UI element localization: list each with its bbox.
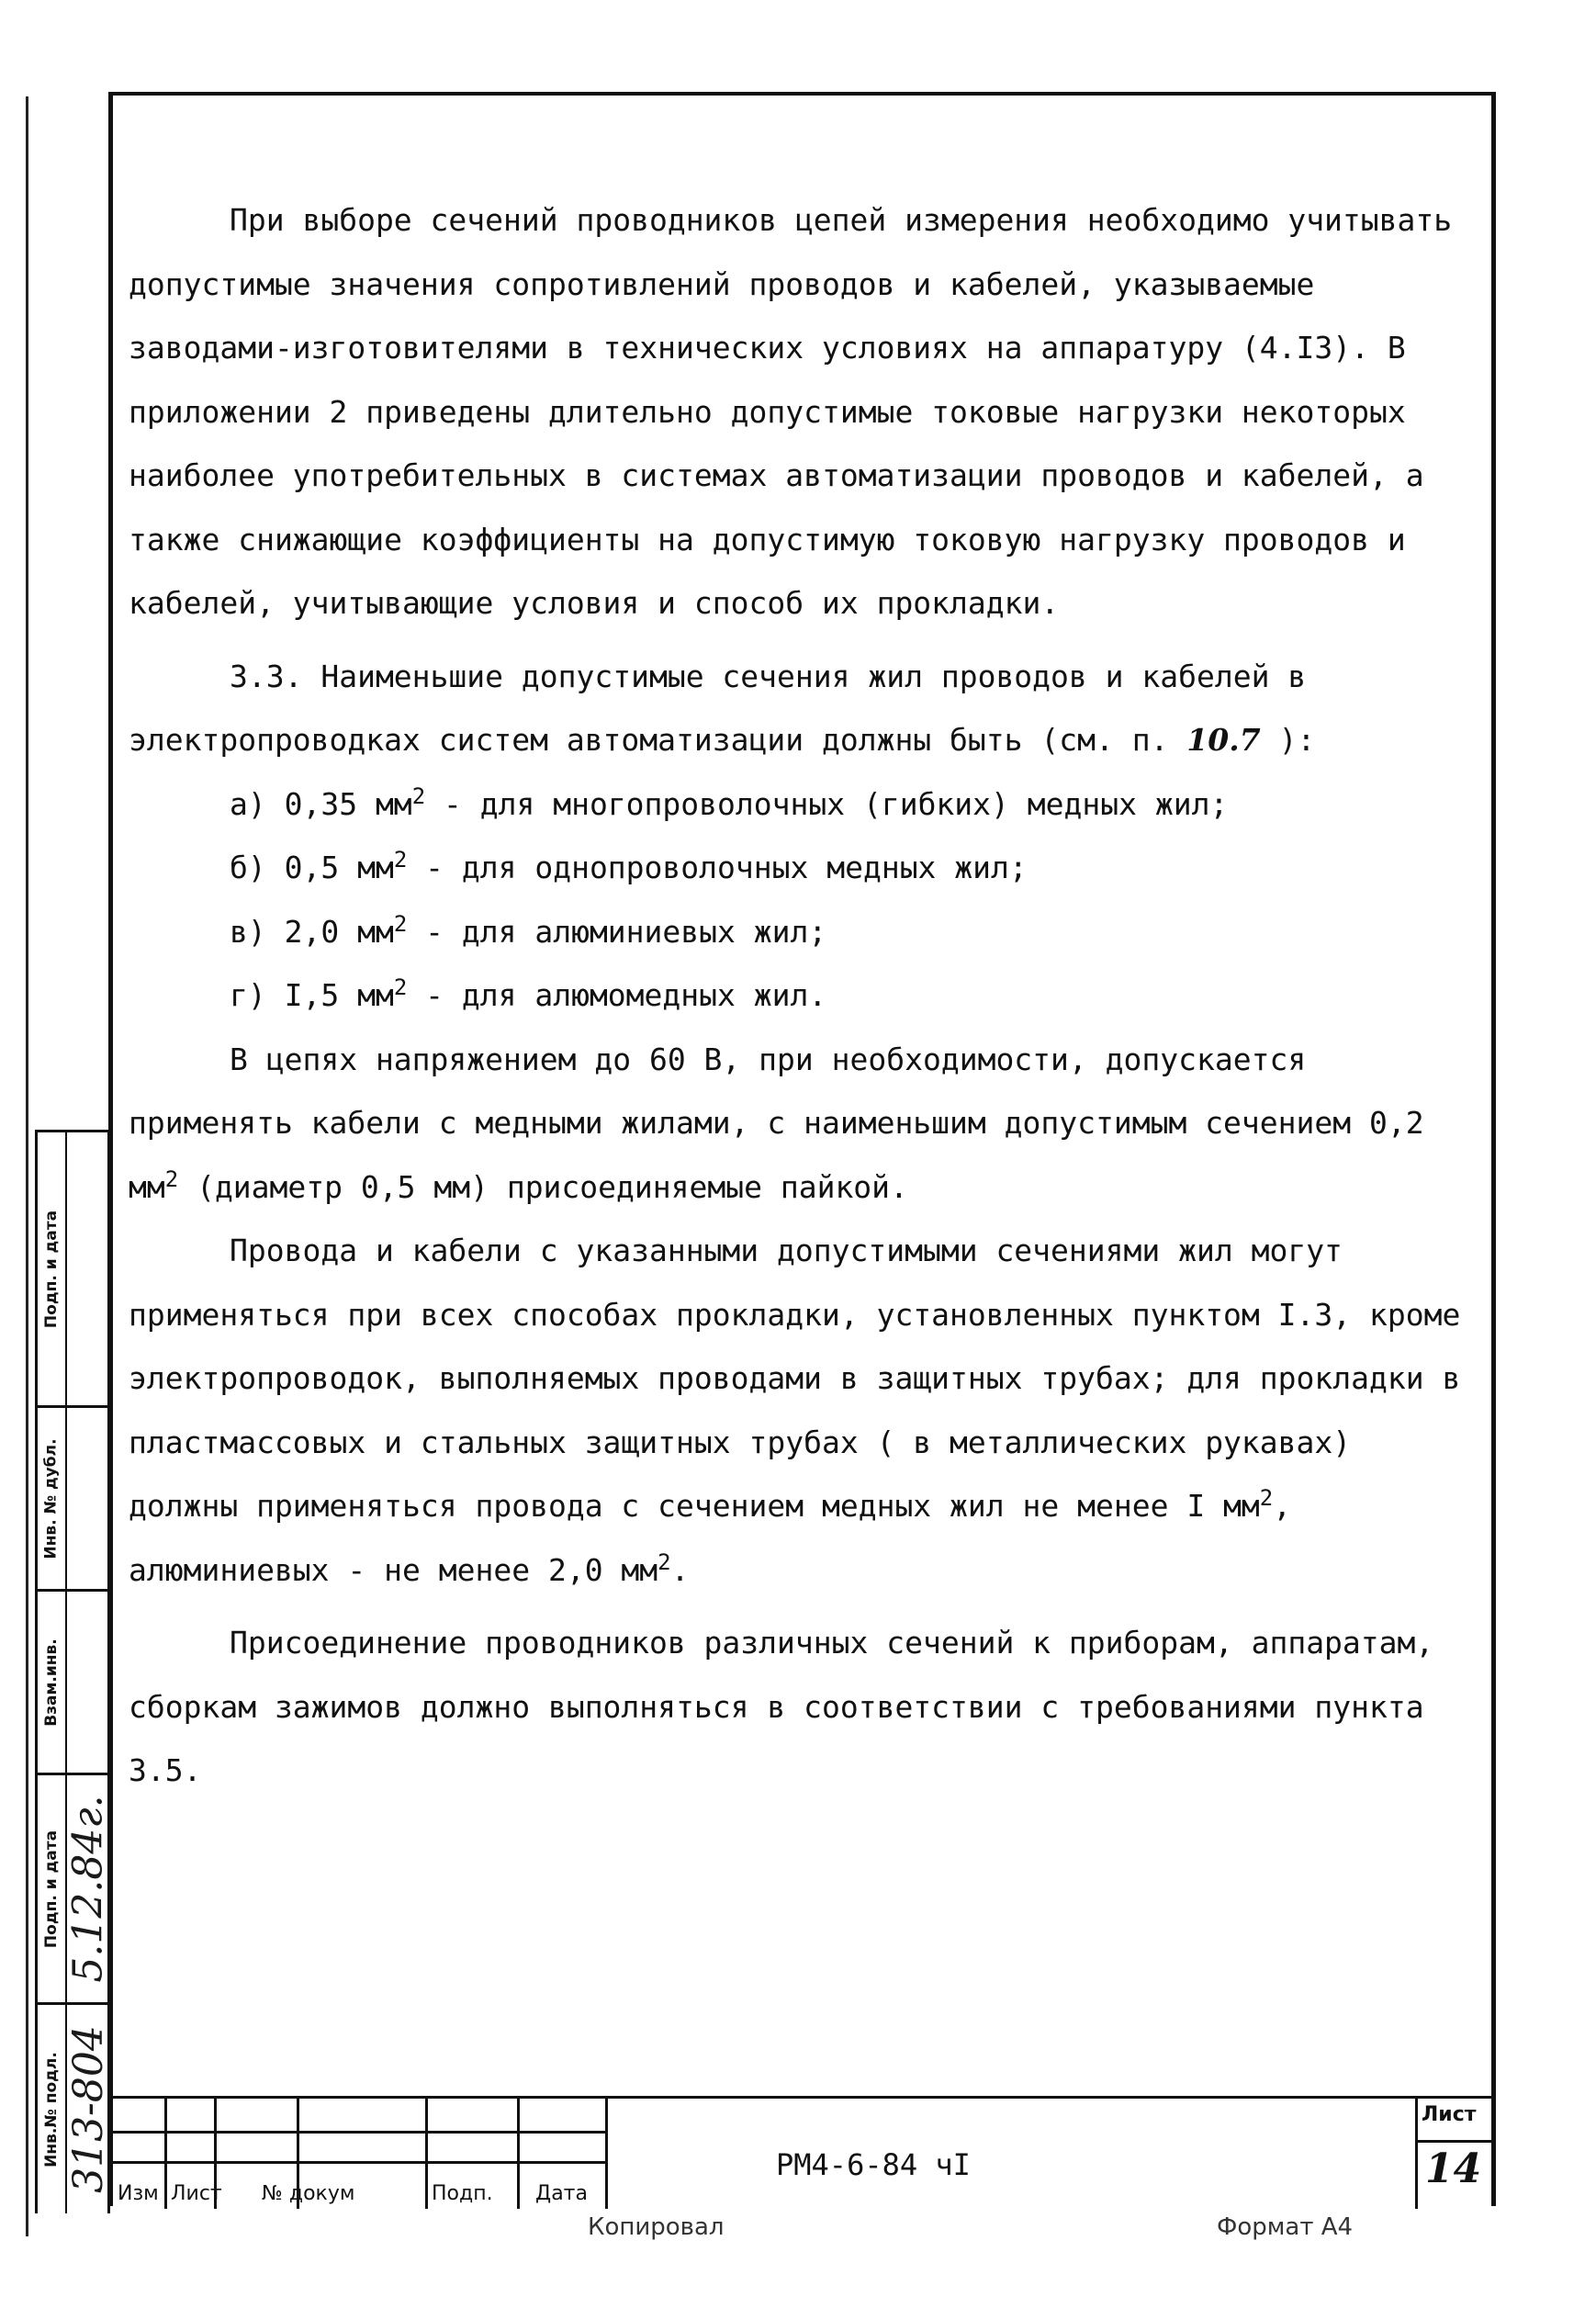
strip-label: Взам.инв. [42,1638,62,1727]
item-value: б) 0,5 мм [230,850,394,885]
strip-handwritten-date: 5.12.84г. [64,1795,112,1983]
document-code: РМ4-6-84 чI [776,2147,971,2182]
superscript: 2 [393,847,408,873]
header-sheet: Лист [171,2182,222,2205]
section-3-3-text: 3.3. Наименьшие допустимые сечения жил проводов и кабелей в электропроводках систем автоматизации должны быть (см. п. [129,658,1307,758]
footer-format: Формат А4 [1217,2213,1354,2241]
paragraph-text: Провода и кабели с указанными допустимыми сечениями жил могут применяться при всех способах прокладки, установленных пунктом I.3, кроме электропроводок, выполняемых проводами в защитных трубах; для прокладки в пластмассовых и стальных защитных трубах ( в металлических рукавах) должны применяться провода с сечением медных жил не менее I мм [129,1233,1461,1524]
item-value: а) 0,35 мм [230,785,412,822]
strip-cell-dup-inv [38,1405,107,1589]
paragraph-conductor-selection: При выборе сечений проводников цепей измерения необходимо учитывать допустимые значения сопротивлений проводов и кабелей, указываемые заводами-изготовителями в технических условиях на аппаратуру (4.I3). В приложении 2 приведены длительно допустимые токовые нагрузки некоторых наиболее употребительных в системах автоматизации проводов и кабелей, а также снижающие коэффициенты на допустимую токовую нагрузку проводов и кабелей, учитывающие условия и способ их прокладки. [129,202,1453,621]
header-change: Изм [118,2182,159,2205]
sheet-number: 14 [1425,2145,1482,2192]
paragraph-text: В цепях напряжением до 60 В, при необходимости, допускается применять кабели с медными жилами, с наименьшим допустимым сечением 0,2 мм [129,1041,1424,1205]
document-body [129,188,1478,1803]
item-text: - для многопроволочных (гибких) медных жил; [425,785,1229,822]
superscript: 2 [1259,1485,1274,1511]
strip-cell-sign-date-2 [38,1773,112,2002]
item-text: - для алюмомедных жил. [407,977,827,1013]
side-signature-strip [35,1130,110,2213]
strip-handwritten-inv: 313-804 [64,2025,112,2193]
superscript: 2 [393,974,408,1000]
section-3-3-end: ): [1260,722,1316,758]
strip-cell-original-inv [38,2002,112,2213]
item-value: г) I,5 мм [230,977,394,1013]
strip-label: Инв. № дубл. [42,1437,62,1559]
strip-label: Подп. и дата [42,1830,61,1948]
strip-cell-sign-date-1 [38,1130,107,1405]
item-text: - для однопроволочных медных жил; [407,850,1028,885]
header-doc-number: № докум [262,2182,355,2205]
section-3-3 [129,645,1478,772]
superscript: 2 [393,910,408,937]
paragraph-connection: Присоединение проводников различных сечений к приборам, аппаратам, сборкам зажимов должно выполняться в соответствии с требованиями пункта 3.5. [129,1625,1434,1788]
header-date: Дата [535,2182,588,2205]
paragraph-laying-methods [129,1219,1478,1602]
item-text: - для алюминиевых жил; [407,913,827,950]
list-item [129,836,1478,900]
superscript: 2 [164,1165,179,1192]
paragraph-low-voltage [129,1028,1478,1220]
superscript: 2 [658,1548,671,1575]
section-reference: 10.7 [1186,722,1261,758]
strip-cell-replace-inv [38,1589,107,1773]
footer-copied: Копировал [588,2213,725,2241]
sheet-label: Лист [1422,2103,1477,2126]
paragraph-text: , алюминиевых - не менее 2,0 мм [129,1488,1292,1588]
list-item [129,772,1478,837]
item-value: в) 2,0 мм [230,913,394,950]
paragraph-text: . [670,1551,690,1588]
left-margin-line [26,96,28,2236]
superscript: 2 [411,783,426,809]
strip-label: Инв.№ подл. [42,2051,61,2168]
strip-label: Подп. и дата [42,1210,61,1328]
header-signature: Подп. [432,2182,493,2205]
list-item [129,900,1478,964]
list-item [129,963,1478,1028]
paragraph-text: (диаметр 0,5 мм) присоединяемые пайкой. [178,1168,908,1205]
